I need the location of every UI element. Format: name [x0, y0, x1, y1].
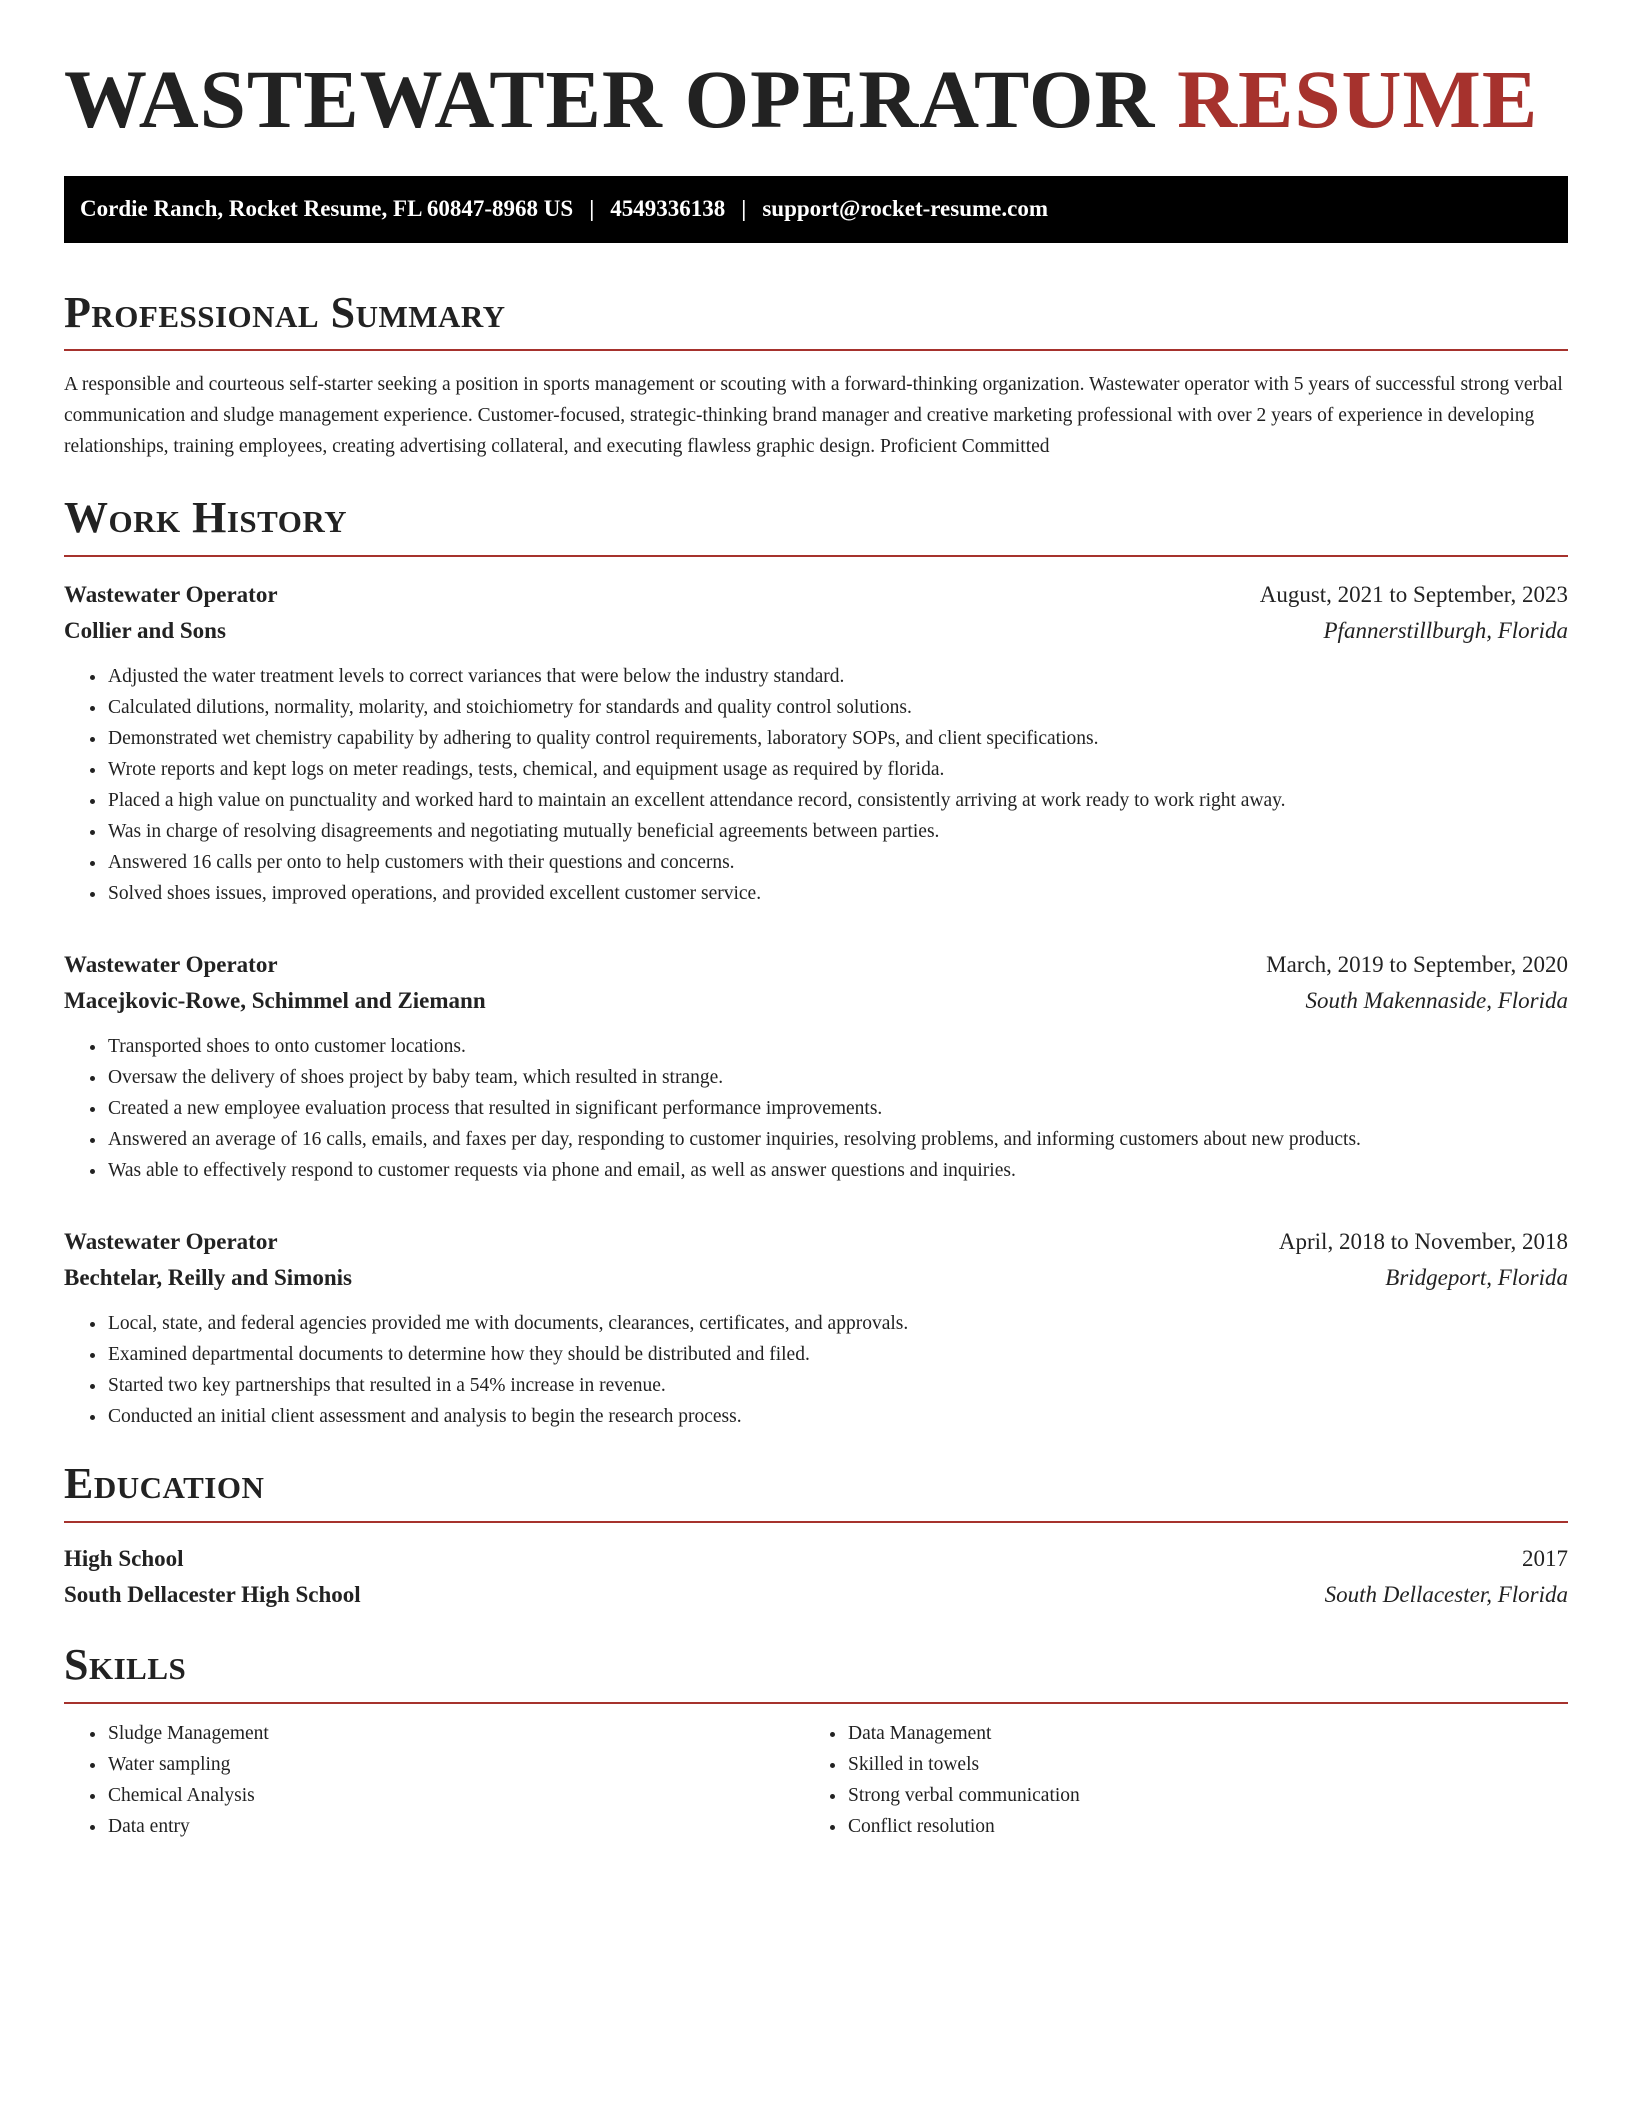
contact-address: Cordie Ranch, Rocket Resume, FL 60847-8968 US: [80, 196, 574, 222]
job-location: Pfannerstillburgh, Florida: [1323, 618, 1568, 644]
job-dates: August, 2021 to September, 2023: [1259, 582, 1568, 608]
job-bullet: • Answered an average of 16 calls, emails, and faxes per day, responding to customer inquiries, resolving problems, and informing customers about new products.: [107, 1124, 1568, 1155]
job-bullet: • Created a new employee evaluation process that resulted in significant performance improvements.: [107, 1093, 1568, 1124]
job-bullet: • Solved shoes issues, improved operations, and provided excellent customer service.: [107, 878, 1568, 909]
job-bullet: • Oversaw the delivery of shoes project by baby team, which resulted in strange.: [107, 1062, 1568, 1093]
skill-item: • Conflict resolution: [847, 1811, 1544, 1842]
education-year: 2017: [1522, 1545, 1568, 1571]
skills-column-right: [804, 1718, 1544, 1842]
job-bullet: • Transported shoes to onto customer locations.: [107, 1031, 1568, 1062]
education-entry: [64, 1541, 1568, 1613]
job-company: Macejkovic-Rowe, Schimmel and Ziemann: [64, 988, 486, 1014]
education-degree: High School: [64, 1545, 184, 1571]
skill-item: • Data Management: [847, 1718, 1544, 1749]
summary-heading: Professional Summary: [64, 287, 1568, 352]
skill-item: • Water sampling: [107, 1749, 804, 1780]
job-title: Wastewater Operator: [64, 582, 278, 608]
skill-item: • Skilled in towels: [847, 1749, 1544, 1780]
contact-separator: |: [741, 196, 747, 222]
skills-section: [64, 1639, 1568, 1842]
job-entry: [64, 1224, 1568, 1432]
job-header-row: [64, 947, 1568, 983]
job-bullet: • Calculated dilutions, normality, molarity, and stoichiometry for standards and quality control solutions.: [107, 692, 1568, 723]
skill-item: • Sludge Management: [107, 1718, 804, 1749]
skills-list-right: [804, 1718, 1544, 1842]
job-title: Wastewater Operator: [64, 952, 278, 978]
job-header-row: [64, 1224, 1568, 1260]
job-company-row: [64, 1260, 1568, 1296]
education-location: South Dellacester, Florida: [1324, 1581, 1568, 1607]
job-bullet: • Local, state, and federal agencies provided me with documents, clearances, certificates, and approvals.: [107, 1308, 1568, 1339]
education-school: South Dellacester High School: [64, 1581, 361, 1607]
job-company-row: [64, 983, 1568, 1019]
title-main: WASTEWATER OPERATOR: [64, 53, 1156, 145]
job-bullet: • Started two key partnerships that resulted in a 54% increase in revenue.: [107, 1370, 1568, 1401]
job-title: Wastewater Operator: [64, 1229, 278, 1255]
summary-section: [64, 287, 1568, 463]
skills-column-left: [64, 1718, 804, 1842]
skills-heading: Skills: [64, 1639, 1568, 1704]
job-header-row: [64, 577, 1568, 613]
job-dates: April, 2018 to November, 2018: [1278, 1229, 1568, 1255]
education-heading: Education: [64, 1458, 1568, 1523]
job-company: Bechtelar, Reilly and Simonis: [64, 1265, 352, 1291]
skills-list-left: [64, 1718, 804, 1842]
job-bullet: • Wrote reports and kept logs on meter readings, tests, chemical, and equipment usage as required by florida.: [107, 754, 1568, 785]
contact-bar: [64, 176, 1568, 243]
job-bullets: [64, 661, 1568, 909]
work-history-section: [64, 492, 1568, 1432]
education-school-row: [64, 1577, 1568, 1613]
job-bullet: • Adjusted the water treatment levels to correct variances that were below the industry standard.: [107, 661, 1568, 692]
work-history-heading: Work History: [64, 492, 1568, 557]
job-dates: March, 2019 to September, 2020: [1266, 952, 1568, 978]
contact-email: support@rocket-resume.com: [762, 196, 1048, 222]
job-bullet: • Was in charge of resolving disagreements and negotiating mutually beneficial agreements between parties.: [107, 816, 1568, 847]
job-entry: [64, 577, 1568, 909]
contact-separator: |: [589, 196, 595, 222]
summary-text: A responsible and courteous self-starter seeking a position in sports management or scouting with a forward-thinking organization. Wastewater operator with 5 years of successful strong verbal communication and sludge management experience. Customer-focused, strategic-thinking brand manager and creative marketing professional with over 2 years of experience in developing relationships, training employees, creating advertising collateral, and executing flawless graphic design. Proficient Committed: [64, 374, 1563, 458]
job-company: Collier and Sons: [64, 618, 226, 644]
job-entry: [64, 947, 1568, 1186]
job-bullet: • Conducted an initial client assessment and analysis to begin the research process.: [107, 1401, 1568, 1432]
job-bullet: • Placed a high value on punctuality and worked hard to maintain an excellent attendance record, consistently arriving at work ready to work right away.: [107, 785, 1568, 816]
job-bullets: [64, 1308, 1568, 1432]
job-bullets: [64, 1031, 1568, 1186]
job-bullet: • Was able to effectively respond to customer requests via phone and email, as well as answer questions and inquiries.: [107, 1155, 1568, 1186]
skill-item: • Data entry: [107, 1811, 804, 1842]
education-section: [64, 1458, 1568, 1613]
contact-phone: 4549336138: [610, 196, 726, 222]
job-location: Bridgeport, Florida: [1385, 1265, 1568, 1291]
job-bullet: • Demonstrated wet chemistry capability by adhering to quality control requirements, laboratory SOPs, and client specifications.: [107, 723, 1568, 754]
job-company-row: [64, 613, 1568, 649]
skill-item: • Chemical Analysis: [107, 1780, 804, 1811]
job-bullet: • Answered 16 calls per onto to help customers with their questions and concerns.: [107, 847, 1568, 878]
skill-item: • Strong verbal communication: [847, 1780, 1544, 1811]
resume-title: [64, 50, 1568, 150]
title-accent: RESUME: [1177, 53, 1539, 145]
job-bullet: • Examined departmental documents to determine how they should be distributed and filed.: [107, 1339, 1568, 1370]
education-degree-row: [64, 1541, 1568, 1577]
skills-columns: [64, 1718, 1568, 1842]
job-location: South Makennaside, Florida: [1305, 988, 1568, 1014]
